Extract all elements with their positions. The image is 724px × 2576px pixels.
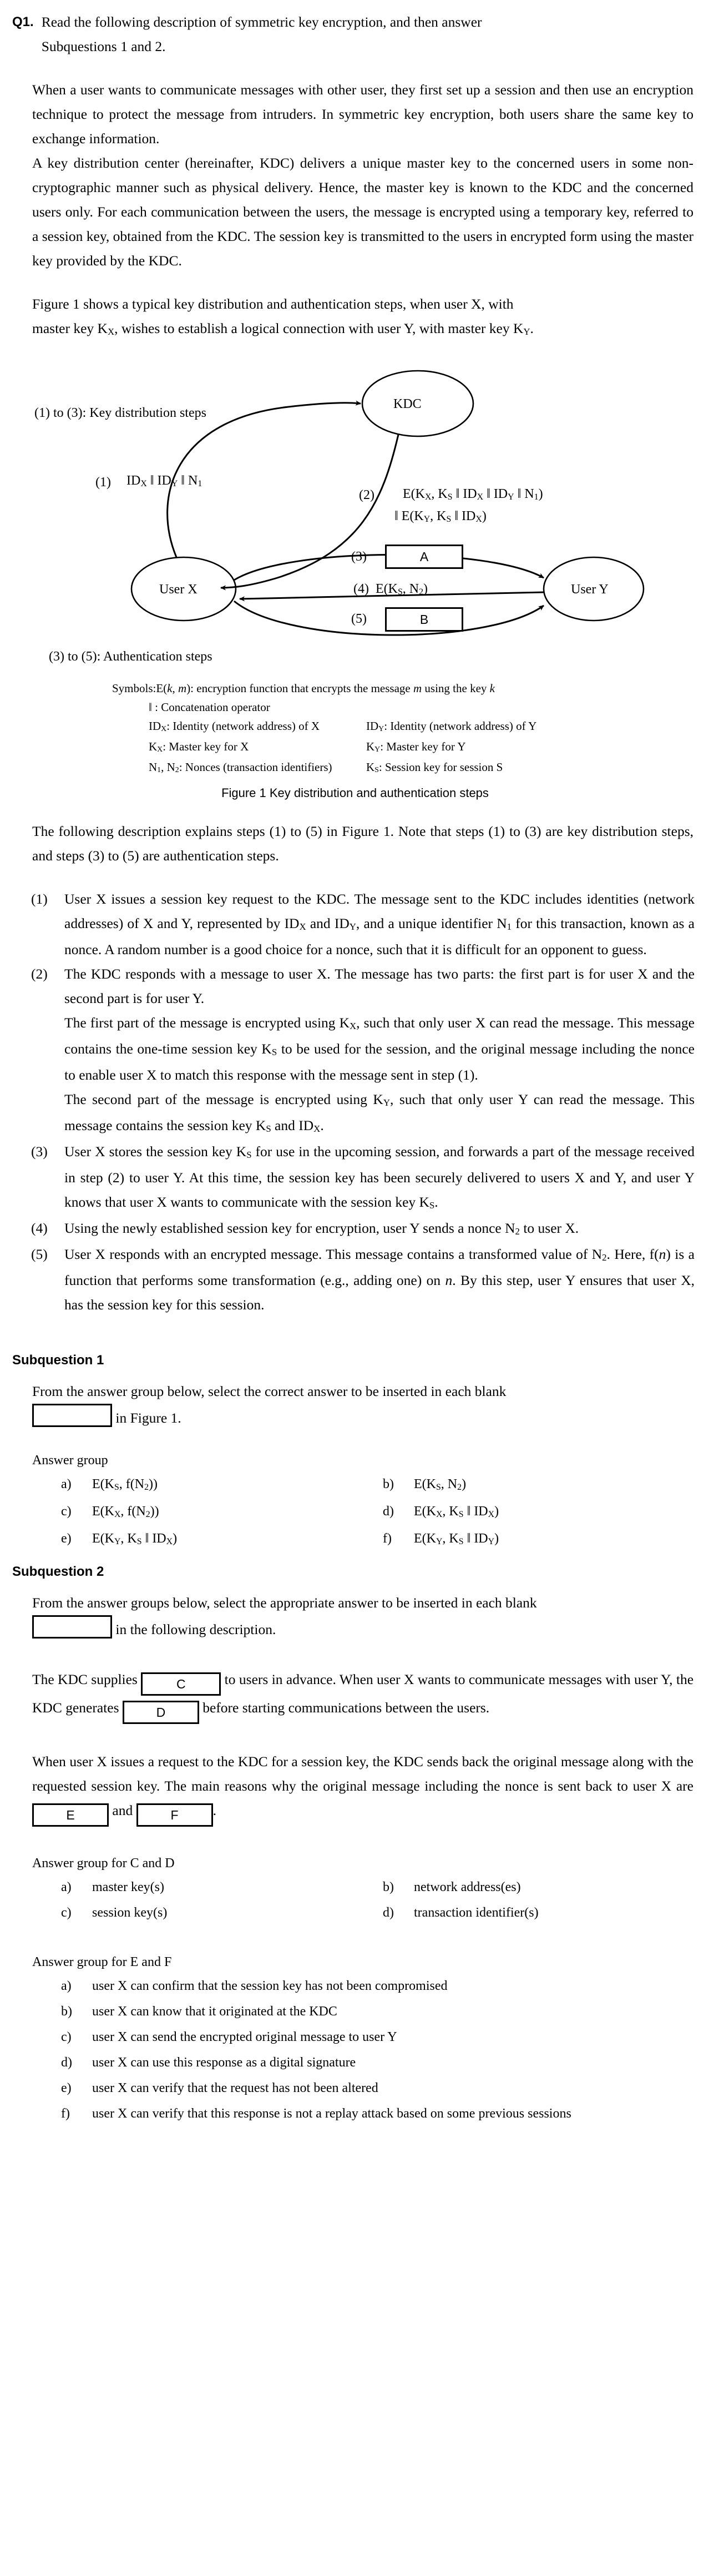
answer-option-text: user X can confirm that the session key has not been compromised — [92, 1979, 448, 1993]
spacer — [12, 800, 701, 819]
blank-box-c[interactable]: C — [141, 1672, 221, 1696]
kdc-node-label: KDC — [393, 397, 422, 411]
answer-option-text: master key(s) — [92, 1880, 164, 1894]
spacer — [12, 1368, 701, 1379]
symbol-idy — [366, 717, 682, 737]
subquestion-2-intro-line1: From the answer groups below, select the appropriate answer to be inserted in each blank — [32, 1595, 537, 1611]
idx-desc: : Identity (network address) of X — [166, 719, 320, 733]
answer-option-key: b) — [61, 2004, 72, 2019]
answer-option-text: $E(K_Y$, $K_S$ ‖ $ID_Y$) — [414, 1531, 499, 1546]
user-y-node-label: User Y — [571, 582, 609, 597]
answer-option[interactable] — [383, 1526, 701, 1553]
ky-desc: : Master key for Y — [380, 740, 466, 753]
e2-idy: ‖ ID — [483, 487, 508, 501]
question-prompt-line1: Read the following description of symmetric key encryption, and then answer — [41, 14, 482, 30]
ks-sub: S — [374, 765, 379, 774]
answer-option-key: c) — [61, 2030, 72, 2044]
body2-part-c: . — [212, 1802, 216, 1818]
sym-k: k — [167, 682, 173, 695]
e1-id: ID — [126, 473, 141, 488]
edge-4-number: (4) — [353, 582, 369, 596]
edge-3-number: (3) — [351, 550, 367, 564]
subquestion-2-intro — [32, 1591, 693, 1642]
spacer — [12, 342, 701, 368]
e2b-e: ‖ E(K — [394, 509, 424, 523]
spacer — [12, 1430, 701, 1449]
step-paragraph: User X issues a session key request to the KDC. The message sent to the KDC includes identities (network addresses) of X and Y, represented by $ID_X$ and $ID_Y$, and a unique identifier $N_1$ for this transaction, known as a nonce. A random number is a good choice for a nonce, such that it is difficult for an opponent to guess. — [64, 891, 695, 957]
step-marker: (4) — [31, 1220, 48, 1236]
subquestion-2-heading: Subquestion 2 — [12, 1564, 104, 1579]
answer-group-ef — [61, 1973, 701, 2126]
e2-sub-y: Y — [508, 492, 514, 502]
answer-option[interactable] — [61, 2024, 701, 2050]
intro-paragraph-3-line2 — [32, 316, 693, 342]
symbol-nonces — [149, 758, 366, 778]
answer-option-text: user X can know that it originated at the KDC — [92, 2004, 337, 2019]
blank-box-f[interactable]: F — [136, 1803, 213, 1827]
subscript-x: X — [107, 326, 115, 337]
step-body — [64, 1216, 695, 1242]
step-paragraph: The first part of the message is encrypted using $K_X$, such that only user X can read the message. This message contains the one-time session key $K_S$ to be used for the session, and the original message including the nonce to enable user X to match this response with the message sent in step (1). — [64, 1015, 695, 1083]
kx-text: K — [149, 740, 158, 753]
symbol-row-identities — [112, 717, 682, 737]
answer-option[interactable] — [61, 1471, 383, 1499]
n2-text: , N — [161, 760, 175, 774]
answer-option[interactable] — [383, 1499, 701, 1526]
answer-option-key: b) — [383, 1880, 394, 1894]
answer-option-text: network address(es) — [414, 1880, 521, 1894]
answer-option-text: $E(K_S$, $N_2$) — [414, 1477, 467, 1492]
edge-2-message-line1 — [403, 486, 543, 504]
ks-text: K — [366, 760, 375, 774]
sym-k2: k — [489, 682, 495, 695]
spacer — [12, 1724, 701, 1750]
answer-group-cd-title: Answer group for C and D — [32, 1856, 175, 1871]
e2-sub-1: 1 — [534, 492, 539, 502]
answer-option[interactable] — [61, 2101, 701, 2126]
step-body — [64, 887, 695, 962]
answer-option-key: a) — [61, 1880, 72, 1894]
answer-option-key: d) — [383, 1504, 394, 1519]
description-intro: The following description explains steps (1) to (5) in Figure 1. Note that steps (1) to (3) are key distribution steps, and steps (3) to (5) are authentication steps. — [32, 823, 693, 864]
spacer — [12, 1642, 701, 1667]
symbol-idx — [149, 717, 366, 737]
e2b-sub-ky: Y — [423, 514, 431, 524]
blank-box-d[interactable]: D — [123, 1701, 199, 1724]
idy-text: ID — [366, 719, 379, 733]
kx-desc: : Master key for X — [163, 740, 249, 753]
spacer — [12, 1827, 701, 1852]
description-intro-block — [32, 819, 693, 868]
answer-option-key: d) — [383, 1905, 394, 1920]
answer-option-key: a) — [61, 1979, 72, 1993]
answer-option-key: e) — [61, 2081, 72, 2095]
ky-sub: Y — [374, 745, 381, 754]
idx-sub: X — [161, 724, 167, 733]
answer-group-sq1 — [61, 1471, 701, 1553]
edge-2-number: (2) — [359, 488, 374, 502]
edge-1-number: (1) — [95, 475, 111, 490]
figure-caption: Figure 1 Key distribution and authentication steps — [221, 786, 489, 800]
subquestion-2-section — [12, 1564, 701, 2126]
step-body — [64, 1242, 695, 1317]
answer-option[interactable] — [61, 2050, 701, 2075]
intro-paragraph-2: A key distribution center (hereinafter, KDC) delivers a unique master key to the concerned users in some non-cryptographic manner such as physical delivery. Hence, the master key is known to the KDC and the concerned users only. For each communication between the users, the message is encrypted using a temporary key, referred to a session key, obtained from the KDC. The session key is transmitted to the users in encrypted form using the master key provided by the KDC. — [32, 155, 693, 269]
e2-sub-kx: X — [424, 492, 432, 502]
ky-text: K — [366, 740, 375, 753]
intro-paragraph-3 — [32, 292, 693, 316]
answer-option-key: f) — [383, 1531, 392, 1546]
answer-option-key: c) — [61, 1504, 72, 1519]
e1-sep1: ‖ ID — [146, 473, 171, 488]
step-paragraph: The KDC responds with a message to user X. The message has two parts: the first part is for user X and the second part is for user Y. — [64, 966, 695, 1006]
subquestion-1-intro-line1: From the answer group below, select the correct answer to be inserted in each blank — [32, 1383, 507, 1399]
answer-option-text: user X can send the encrypted original message to user Y — [92, 2030, 397, 2044]
step-marker: (1) — [31, 891, 48, 907]
e4-close: ) — [423, 582, 428, 596]
sym-comma: , — [172, 682, 179, 695]
answer-option[interactable] — [383, 1900, 701, 1925]
intro-paragraph-1: When a user wants to communicate messages with other user, they first set up a session and then use an encryption technique to protect the message from intruders. In symmetric key encryption, both users share the same key to exchange information. — [32, 82, 693, 147]
n-desc: : Nonces (transaction identifiers) — [179, 760, 332, 774]
answer-option-text: session key(s) — [92, 1905, 168, 1920]
e2-e: E(K — [403, 487, 425, 501]
edge-1-message — [126, 472, 202, 491]
e1-sep2: ‖ N — [178, 473, 198, 488]
answer-group-cd — [61, 1874, 701, 1925]
e4-n: , N — [402, 582, 419, 596]
answer-option[interactable] — [383, 1874, 701, 1900]
step-marker: (2) — [31, 966, 48, 982]
edge-4-label — [353, 581, 428, 599]
blank-box-a[interactable]: A — [385, 545, 463, 569]
blank-box-e[interactable]: E — [32, 1803, 109, 1827]
e2b-sub-x: X — [475, 514, 482, 524]
figure-diagram — [28, 368, 682, 679]
subquestion-1-section — [12, 1353, 701, 1553]
step-paragraph: User X stores the session key $K_S$ for use in the upcoming session, and forwards a part of the message received in step (2) to user Y. At this time, the session key has been securely delivered to users X and Y, and user Y knows that user X wants to communicate with the session key $K_S$. — [64, 1143, 695, 1211]
blank-box-b[interactable]: B — [385, 607, 463, 632]
edge-2-message-line2 — [394, 508, 487, 526]
figure-note-authentication: (3) to (5): Authentication steps — [49, 649, 212, 664]
e2b-sub-s: S — [446, 514, 452, 524]
subquestion-2-intro-tail: in the following description. — [115, 1621, 276, 1637]
symbol-ks — [366, 758, 682, 778]
question-header — [12, 10, 701, 59]
answer-group-title: Answer group — [32, 1453, 108, 1468]
answer-option[interactable] — [383, 1471, 701, 1499]
subquestion-1-intro-tail: in Figure 1. — [115, 1410, 181, 1426]
answer-option-key: e) — [61, 1531, 72, 1546]
symbol-kx — [149, 737, 366, 758]
question-prompt — [42, 10, 701, 59]
n1-sub: 1 — [157, 765, 161, 774]
intro-block — [32, 78, 693, 342]
body2-part-b: and — [112, 1802, 133, 1818]
answer-option-text: user X can verify that this response is not a replay attack based on some previous sessions — [92, 2106, 571, 2121]
spacer — [12, 868, 701, 887]
step-paragraph: User X responds with an encrypted message. This message contains a transformed value of $N_2$. Here, f(n) is a function that performs some transformation (e.g., adding one) on n. By this step, user Y ensures that user X, has the session key for this session. — [64, 1246, 695, 1313]
period: . — [530, 320, 534, 336]
e2-n: ‖ N — [514, 487, 534, 501]
step-body — [64, 1140, 695, 1216]
body2-part-a: When user X issues a request to the KDC for a session key, the KDC sends back the original message along with the requested session key. The main reasons why the original message including the nonce is sent back to user X are — [32, 1753, 693, 1794]
spacer — [12, 59, 701, 78]
step-item — [31, 962, 695, 1140]
step-marker: (3) — [31, 1143, 48, 1160]
answer-option-key: a) — [61, 1477, 72, 1491]
spacer — [12, 1925, 701, 1951]
symbol-ky — [366, 737, 682, 758]
e2-close: ) — [538, 487, 543, 501]
figure-1 — [28, 368, 682, 800]
intro-paragraph-3-line1: Figure 1 shows a typical key distribution and authentication steps, when user X, with — [32, 296, 514, 312]
step-item — [31, 1216, 695, 1242]
answer-option[interactable] — [61, 1874, 383, 1900]
sym-m2: m — [413, 682, 422, 695]
figure-symbols-legend — [112, 679, 682, 778]
subquestion-1-heading: Subquestion 1 — [12, 1353, 104, 1368]
blank-placeholder-figure[interactable] — [32, 1404, 112, 1427]
symbol-row-encryption — [112, 679, 682, 698]
answer-option-key: c) — [61, 1905, 72, 1920]
answer-group-ef-title: Answer group for E and F — [32, 1955, 172, 1969]
answer-option-key: b) — [383, 1477, 394, 1491]
idy-sub: Y — [378, 724, 384, 733]
e1-sub-y: Y — [171, 478, 178, 488]
symbol-row-master-keys — [112, 737, 682, 758]
spacer — [32, 273, 693, 292]
sym-e-open: E( — [156, 682, 168, 695]
e2-ks: , K — [431, 487, 448, 501]
answer-option-key: d) — [61, 2055, 72, 2070]
user-x-node-label: User X — [159, 582, 198, 597]
answer-option[interactable] — [61, 1499, 383, 1526]
answer-option[interactable] — [61, 2075, 701, 2101]
edge-5-number: (5) — [351, 612, 367, 626]
step-paragraph: Using the newly established session key for encryption, user Y sends a nonce $N_2$ to user X. — [64, 1220, 579, 1237]
subquestion-2-body-2 — [32, 1750, 693, 1827]
answer-option-text: transaction identifier(s) — [414, 1905, 539, 1920]
e1-sub-x: X — [140, 478, 147, 488]
symbol-row-nonces — [112, 758, 682, 778]
e1-sub-1: 1 — [198, 478, 202, 488]
subquestion-1-intro-line2 — [32, 1404, 693, 1430]
answer-option[interactable] — [61, 1999, 701, 2024]
symbol-encryption-def — [156, 679, 495, 698]
symbols-heading: Symbols: — [112, 682, 156, 695]
e2b-close: ) — [482, 509, 487, 523]
n-text: N — [149, 760, 158, 774]
body1-part-c: before starting communications between the users. — [202, 1700, 490, 1716]
idy-desc: : Identity (network address) of Y — [384, 719, 537, 733]
body1-part-a: The KDC supplies — [32, 1671, 138, 1687]
subscript-y: Y — [523, 326, 530, 337]
e4-sub-s: S — [397, 587, 403, 597]
step-item — [31, 1242, 695, 1317]
e4-e: E(K — [375, 582, 398, 596]
e2b-ks: , K — [430, 509, 447, 523]
spacer — [12, 1317, 701, 1353]
answer-option-text: $E(K_Y$, $K_S$ ‖ $ID_X$) — [92, 1531, 178, 1546]
sym-desc1: ): encryption function that encrypts the message — [186, 682, 413, 695]
answer-option[interactable] — [61, 1900, 383, 1925]
e4-sub-2: 2 — [419, 587, 424, 597]
answer-option[interactable] — [61, 1526, 383, 1553]
ks-desc: : Session key for session S — [378, 760, 503, 774]
e2-idx: ‖ ID — [452, 487, 477, 501]
edge-2-arrow — [221, 435, 398, 588]
answer-option-key: f) — [61, 2106, 70, 2121]
subquestion-1-intro — [32, 1379, 693, 1430]
step-paragraph: The second part of the message is encrypted using $K_Y$, such that only user Y can read the message. This message contains the session key $K_S$ and $ID_X$. — [64, 1091, 695, 1135]
answer-option-text: user X can use this response as a digital signature — [92, 2055, 356, 2070]
steps-list — [31, 887, 695, 1317]
answer-option-text: user X can verify that the request has not been altered — [92, 2081, 378, 2095]
answer-option-text: $E(K_X$, $K_S$ ‖ $ID_X$) — [414, 1504, 499, 1519]
n2-sub: 2 — [175, 765, 179, 774]
figure-note-key-distribution: (1) to (3): Key distribution steps — [34, 406, 206, 420]
e2-sub-s: S — [447, 492, 453, 502]
kx-sub: X — [157, 745, 163, 754]
answer-option[interactable] — [61, 1973, 701, 1999]
e2-sub-x: X — [477, 492, 484, 502]
spacer — [12, 1553, 701, 1564]
subquestion-2-body-1 — [32, 1667, 693, 1724]
step-item — [31, 1140, 695, 1216]
blank-placeholder-description[interactable] — [32, 1615, 112, 1639]
symbol-row-concat: ‖ : Concatenation operator — [149, 700, 270, 714]
master-key-x-text: master key K — [32, 320, 108, 336]
step-marker: (5) — [31, 1246, 48, 1262]
spacer — [12, 1580, 701, 1591]
step-body — [64, 962, 695, 1140]
idx-text: ID — [149, 719, 161, 733]
question-prompt-line2: Subquestions 1 and 2. — [41, 38, 166, 54]
e2b-idx: ‖ ID — [451, 509, 476, 523]
step-item — [31, 887, 695, 962]
question-number: Q1. — [12, 14, 34, 29]
subquestion-2-intro-line2 — [32, 1615, 693, 1642]
sym-desc2: using the key — [422, 682, 490, 695]
sym-m: m — [178, 682, 187, 695]
connection-text: , wishes to establish a logical connection with user Y, with master key K — [114, 320, 524, 336]
body1-part-b: to users in advance. When user X wants to communicate messages with user Y, the KDC generates — [32, 1671, 694, 1716]
answer-option-text: $E(K_X$, $f(N_2)$) — [92, 1504, 159, 1519]
answer-option-text: $E(K_S$, $f(N_2)$) — [92, 1477, 158, 1492]
